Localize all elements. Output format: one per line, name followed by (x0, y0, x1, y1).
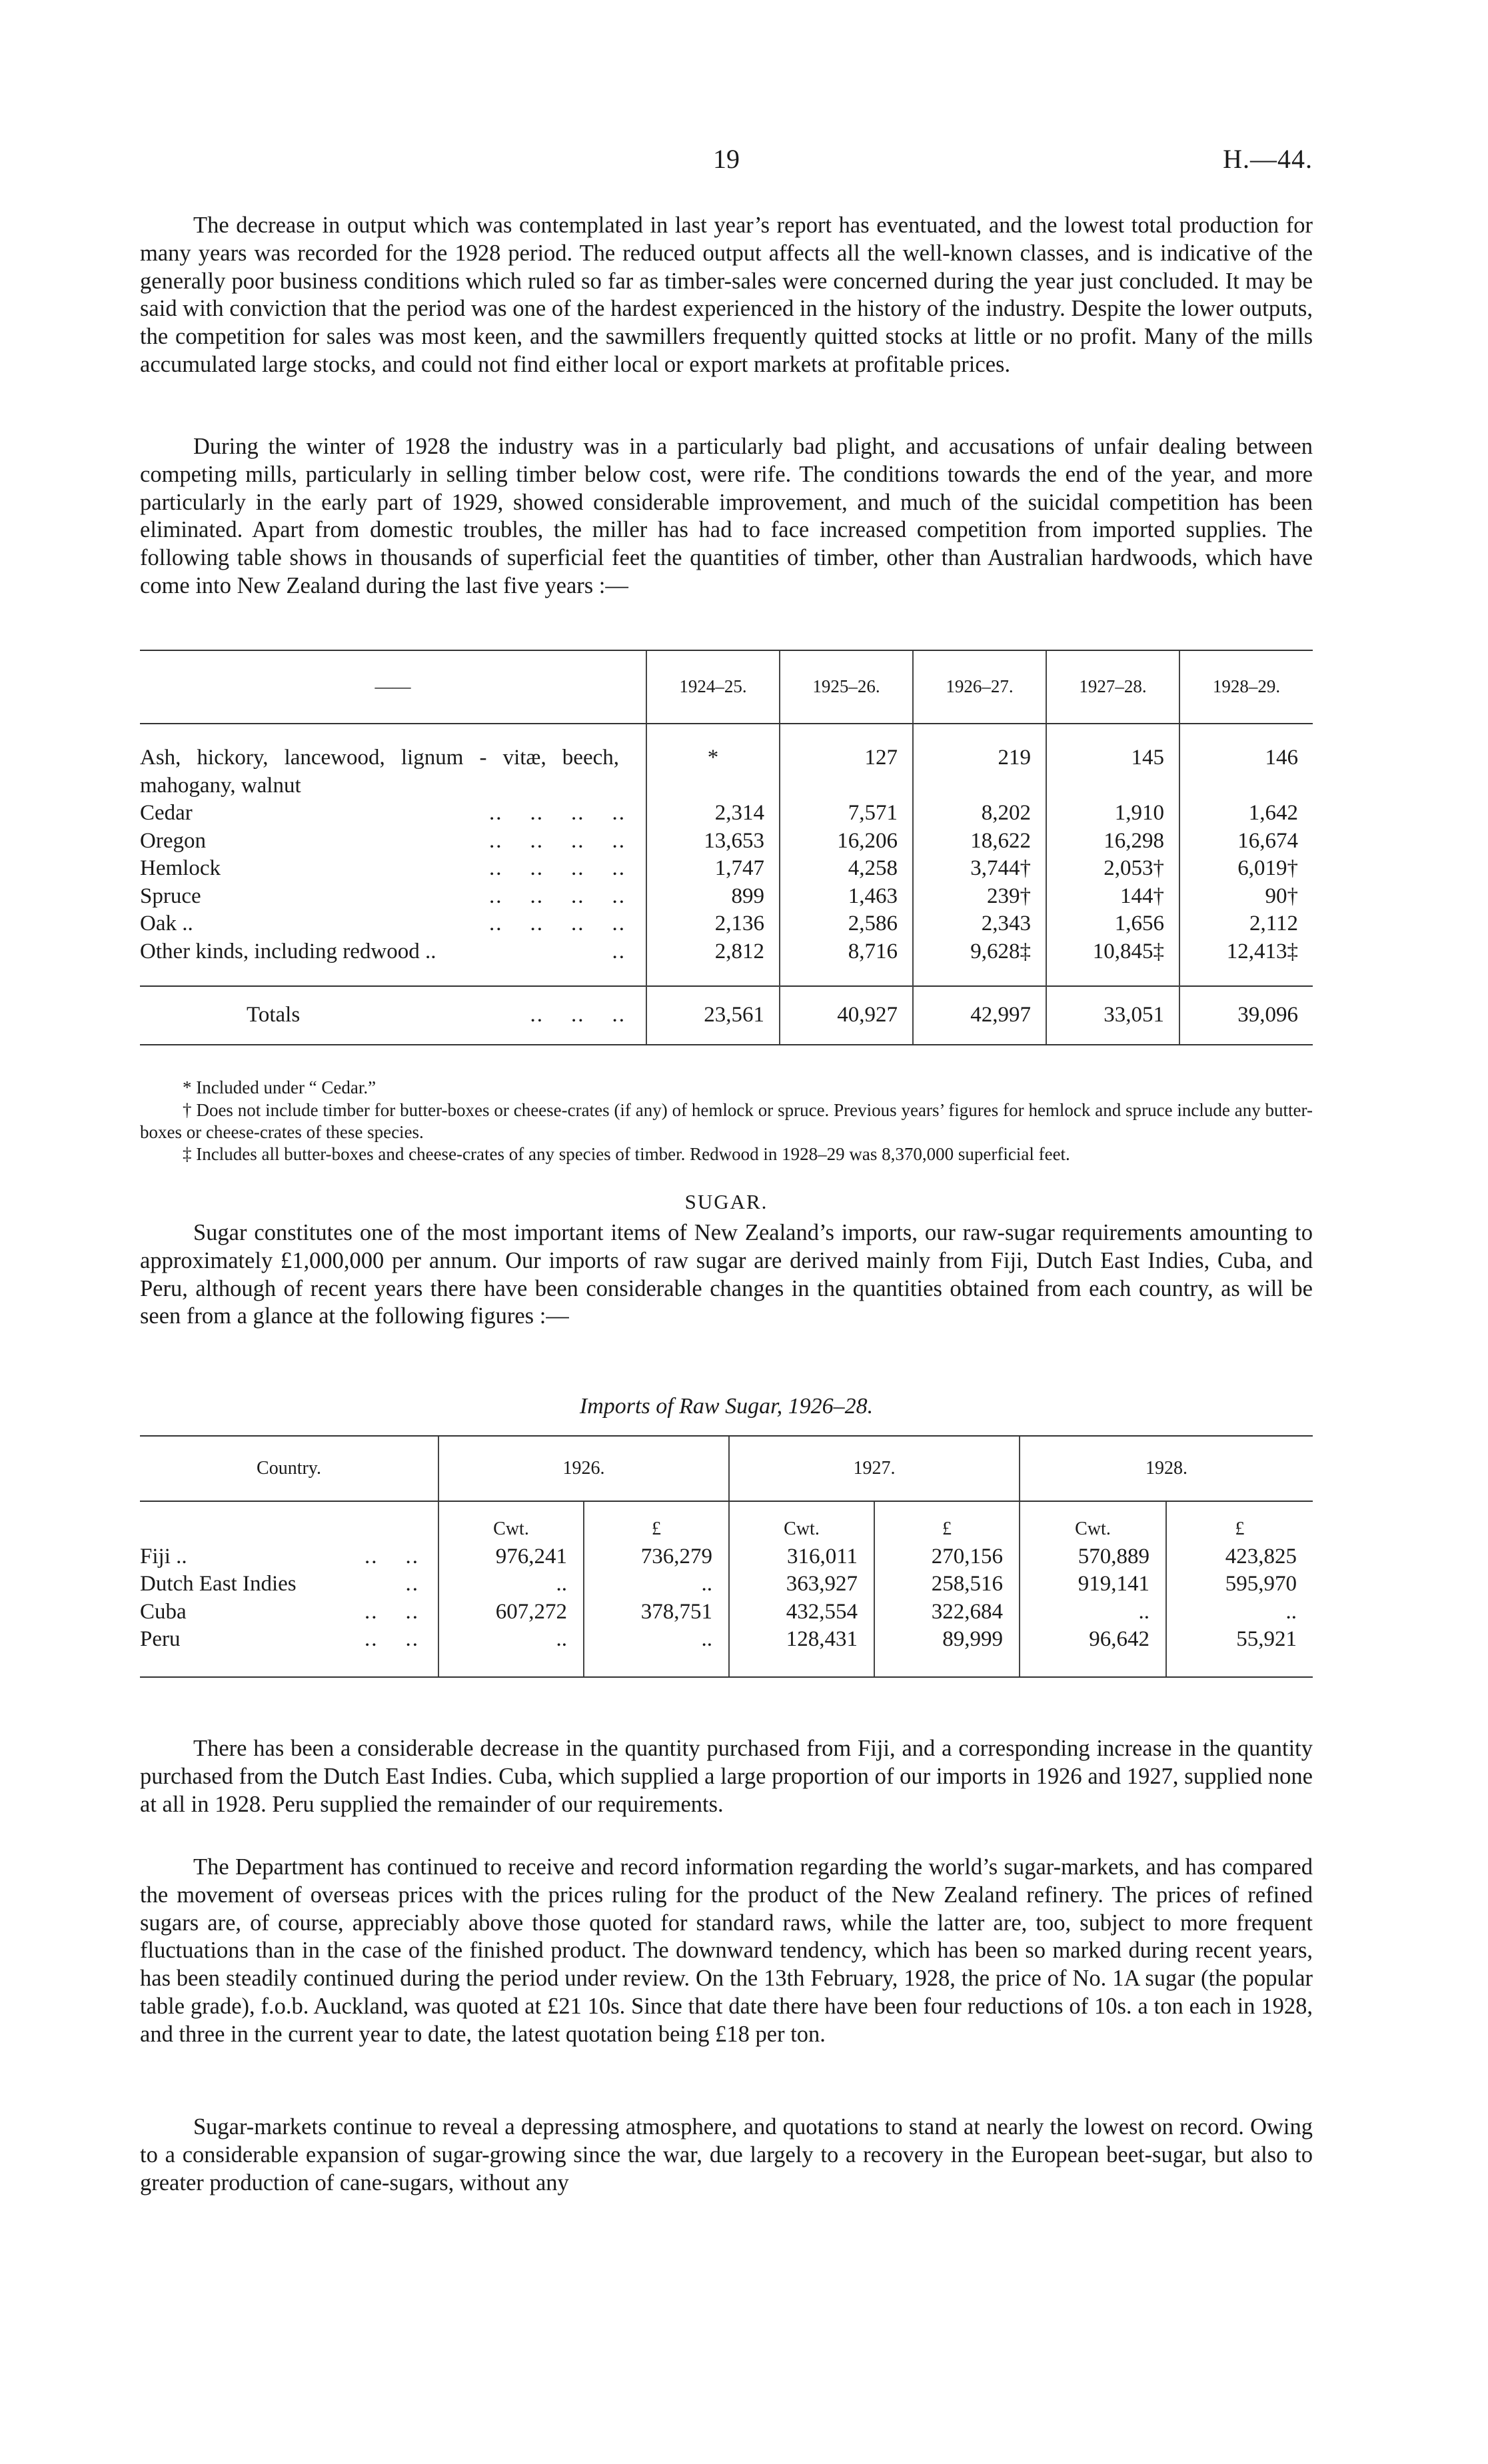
table-row (140, 1626, 1313, 1677)
sugar-value: .. (438, 1626, 584, 1677)
country-name: Peru (140, 1627, 181, 1651)
timber-kind-cell (140, 855, 646, 883)
sugar-value: 322,684 (874, 1598, 1020, 1626)
timber-value: 2,586 (780, 910, 913, 938)
sugar-value: .. (1020, 1598, 1166, 1626)
sugar-year-header: 1928. (1020, 1436, 1313, 1501)
timber-value: 16,206 (780, 828, 913, 856)
leader-dots: .. .. .. (530, 1003, 626, 1027)
document-page (140, 0, 1313, 2464)
table-row (140, 828, 1313, 856)
timber-value: 144† (1046, 883, 1179, 911)
timber-value: 7,571 (780, 800, 913, 828)
sugar-heading: SUGAR. (684, 1190, 768, 1213)
footnote-redwood: ‡ Includes all butter-boxes and cheese-crates of any species of timber. Redwood in 1928–29 was 8,370,000 superficial feet. (183, 1144, 1070, 1164)
sugar-value: 316,011 (729, 1543, 874, 1571)
timber-kind: Oak .. (140, 912, 193, 935)
country-cell (140, 1570, 438, 1598)
timber-value: 146 (1179, 744, 1313, 800)
timber-value: 16,674 (1179, 828, 1313, 856)
timber-kind: Ash, hickory, lancewood, lignum - vitæ, beech, mahogany, walnut (140, 746, 619, 798)
leader-dots: .. .. (365, 1627, 419, 1651)
table-row (140, 883, 1313, 911)
timber-value: 3,744† (913, 855, 1046, 883)
leader-dots: .. (598, 939, 626, 963)
timber-value: 9,628‡ (913, 938, 1046, 966)
country-cell (140, 1543, 438, 1571)
timber-value: 90† (1179, 883, 1313, 911)
paragraph-sugar-markets: Sugar-markets continue to reveal a depressing atmosphere, and quotations to stand at nearly the lowest on record. Owing to a considerable expansion of sugar-growing since the war, due largely to a recovery in the European beet-sugar, but also to greater production of cane-sugars, without any (140, 2114, 1313, 2195)
timber-value: 2,112 (1179, 910, 1313, 938)
timber-value: 8,716 (780, 938, 913, 966)
timber-year-header: 1925–26. (780, 650, 913, 724)
timber-year-header: 1928–29. (1179, 650, 1313, 724)
document-reference: H.—44. (1223, 144, 1313, 174)
raw-sugar-imports-table (140, 1435, 1313, 1678)
leader-dots: .. .. .. .. (475, 884, 626, 908)
timber-value: 2,053† (1046, 855, 1179, 883)
timber-kind-cell (140, 938, 646, 966)
paragraph-sugar-imports: Sugar constitutes one of the most important items of New Zealand’s imports, our raw-sugar requirements amounting to approximately £1,000,000 per annum. Our imports of raw sugar are derived mainly from Fiji, Dutch East Indies, Cuba, and Peru, although of recent years there have been considerable changes in the quantities obtained from each country, as will be seen from a glance at the following figures :— (140, 1220, 1313, 1329)
timber-value: 219 (913, 744, 1046, 800)
timber-value: 18,622 (913, 828, 1046, 856)
table-row (140, 1543, 1313, 1571)
unit-label: Cwt. (729, 1501, 874, 1543)
timber-value: 13,653 (646, 828, 780, 856)
timber-kind: Hemlock (140, 856, 221, 880)
timber-value: 2,314 (646, 800, 780, 828)
sugar-year-header: 1927. (729, 1436, 1020, 1501)
country-name: Cuba (140, 1599, 187, 1624)
country-name: Dutch East Indies (140, 1572, 297, 1596)
timber-value: 899 (646, 883, 780, 911)
timber-year-header: 1926–27. (913, 650, 1046, 724)
sugar-value: 736,279 (584, 1543, 729, 1571)
leader-dots: .. .. .. .. (475, 856, 626, 880)
timber-kind-cell (140, 883, 646, 911)
timber-year-header: 1927–28. (1046, 650, 1179, 724)
timber-value: * (646, 744, 780, 800)
timber-value: 2,343 (913, 910, 1046, 938)
timber-value: 1,642 (1179, 800, 1313, 828)
totals-row (140, 986, 1313, 1045)
totals-label-cell (140, 986, 646, 1045)
timber-kind: Spruce (140, 884, 201, 908)
sugar-value: 96,642 (1020, 1626, 1166, 1677)
paragraph-winter-1928: During the winter of 1928 the industry was in a particularly bad plight, and accusations of unfair dealing between competing mills, particularly in selling timber below cost, were rife. The conditions towards the end of the year, and more particularly in the early part of 1929, showed considerable improvement, and much of the suicidal competition has been eliminated. Apart from domestic troubles, the miller has had to face increased competition from imported supplies. The following table shows in thousands of superficial feet the quantities of timber, other than Australian hardwoods, which have come into New Zealand during the last five years :— (140, 434, 1313, 598)
table-row (140, 800, 1313, 828)
sugar-table-header-row (140, 1436, 1313, 1501)
sugar-value: .. (584, 1570, 729, 1598)
table-row (140, 938, 1313, 966)
paragraph-fiji-decrease: There has been a considerable decrease in the quantity purchased from Fiji, and a corresponding increase in the quantity purchased from the Dutch East Indies. Cuba, which supplied a large proportion of our imports in 1926 and 1927, supplied none at all in 1928. Peru supplied the remainder of our requirements. (140, 1736, 1313, 1817)
timber-value: 16,298 (1046, 828, 1179, 856)
paragraph-department-prices: The Department has continued to receive and record information regarding the world’s sugar-markets, and has compared the movement of overseas prices with the prices ruling for the product of the New Zealand refinery. The prices of refined sugars are, of course, appreciably above those quoted for standard raws, while the latter are, too, subject to more frequent fluctuations than in the case of the finished product. The downward tendency, which has been so marked during recent years, has been steadily continued during the period under review. On the 13th February, 1928, the price of No. 1A sugar (the popular table grade), f.o.b. Auckland, was quoted at £21 10s. Since that date there have been four reductions of 10s. a ton each in 1928, and three in the current year to date, the latest quotation being £18 per ton. (140, 1854, 1313, 2047)
leader-dots: .. .. (365, 1599, 419, 1624)
timber-value: 1,463 (780, 883, 913, 911)
country-header: Country. (140, 1436, 438, 1501)
footnote-butter-boxes: † Does not include timber for butter-boxes or cheese-crates (if any) of hemlock or spruce. Previous years’ figures for hemlock and spruce include any butter-boxes or cheese-crates of these species. (140, 1100, 1313, 1142)
country-cell (140, 1626, 438, 1677)
sugar-value: .. (1166, 1598, 1313, 1626)
sugar-value: 432,554 (729, 1598, 874, 1626)
sugar-value: 595,970 (1166, 1570, 1313, 1598)
timber-total: 39,096 (1179, 986, 1313, 1045)
totals-label: Totals (247, 1003, 301, 1027)
timber-kind: Oregon (140, 828, 206, 853)
timber-value: 10,845‡ (1046, 938, 1179, 966)
leader-dots: .. (405, 1572, 419, 1596)
unit-label: Cwt. (1020, 1501, 1166, 1543)
timber-kind: Cedar (140, 801, 193, 825)
sugar-year-header: 1926. (438, 1436, 729, 1501)
sugar-value: .. (438, 1570, 584, 1598)
footnote-included-cedar: * Included under “ Cedar.” (183, 1077, 376, 1097)
table-row (140, 1598, 1313, 1626)
leader-dots: .. .. (365, 1544, 419, 1568)
timber-value: 2,136 (646, 910, 780, 938)
sugar-table-caption: Imports of Raw Sugar, 1926–28. (579, 1394, 874, 1419)
timber-total: 23,561 (646, 986, 780, 1045)
leader-dots: .. .. .. .. (475, 801, 626, 825)
sugar-value: 378,751 (584, 1598, 729, 1626)
timber-value: 145 (1046, 744, 1179, 800)
page-header (140, 143, 1313, 183)
table-row (140, 910, 1313, 938)
unit-label: £ (1166, 1501, 1313, 1543)
sugar-value: 919,141 (1020, 1570, 1166, 1598)
sugar-value: 976,241 (438, 1543, 584, 1571)
timber-value: 1,747 (646, 855, 780, 883)
timber-kind: Other kinds, including redwood .. (140, 939, 436, 963)
timber-value: 127 (780, 744, 913, 800)
paragraph-output-decrease: The decrease in output which was contemplated in last year’s report has eventuated, and the lowest total production for many years was recorded for the 1928 period. The reduced output affects all the well-known classes, and is indicative of the generally poor business conditions which ruled so far as timber-sales were concerned during the year just concluded. It may be said with conviction that the period was one of the hardest experienced in the history of the industry. Despite the lower outputs, the competition for sales was most keen, and the sawmillers frequently quitted stocks at little or no profit. Many of the mills accumulated large stocks, and could not find either local or export markets at profitable prices. (140, 213, 1313, 377)
unit-label: £ (584, 1501, 729, 1543)
units-row (140, 1501, 1313, 1543)
timber-value: 8,202 (913, 800, 1046, 828)
timber-year-header: 1924–25. (646, 650, 780, 724)
country-cell (140, 1598, 438, 1626)
sugar-value: 363,927 (729, 1570, 874, 1598)
sugar-value: 89,999 (874, 1626, 1020, 1677)
sugar-value: 607,272 (438, 1598, 584, 1626)
sugar-value: 270,156 (874, 1543, 1020, 1571)
timber-value: 4,258 (780, 855, 913, 883)
country-name: Fiji .. (140, 1544, 187, 1568)
timber-table-header-row (140, 650, 1313, 724)
timber-kind-cell (140, 910, 646, 938)
timber-total: 33,051 (1046, 986, 1179, 1045)
timber-value: 1,656 (1046, 910, 1179, 938)
timber-value: 6,019† (1179, 855, 1313, 883)
sugar-value: 55,921 (1166, 1626, 1313, 1677)
sugar-value: .. (584, 1626, 729, 1677)
sugar-value: 128,431 (729, 1626, 874, 1677)
table-row (140, 744, 1313, 800)
timber-total: 40,927 (780, 986, 913, 1045)
leader-dots: .. .. .. .. (475, 912, 626, 935)
sugar-value: 258,516 (874, 1570, 1020, 1598)
table-row (140, 1570, 1313, 1598)
timber-value: 2,812 (646, 938, 780, 966)
timber-kind-cell (140, 800, 646, 828)
timber-imports-table (140, 650, 1313, 1045)
timber-value: 12,413‡ (1179, 938, 1313, 966)
unit-label: Cwt. (438, 1501, 584, 1543)
sugar-value: 570,889 (1020, 1543, 1166, 1571)
table-row (140, 855, 1313, 883)
leader-dots: .. .. .. .. (475, 828, 626, 853)
timber-total: 42,997 (913, 986, 1046, 1045)
unit-label: £ (874, 1501, 1020, 1543)
timber-value: 1,910 (1046, 800, 1179, 828)
page-number: 19 (713, 144, 740, 174)
sugar-value: 423,825 (1166, 1543, 1313, 1571)
timber-value: 239† (913, 883, 1046, 911)
timber-kind-cell (140, 828, 646, 856)
timber-table-corner: —— (140, 650, 646, 724)
